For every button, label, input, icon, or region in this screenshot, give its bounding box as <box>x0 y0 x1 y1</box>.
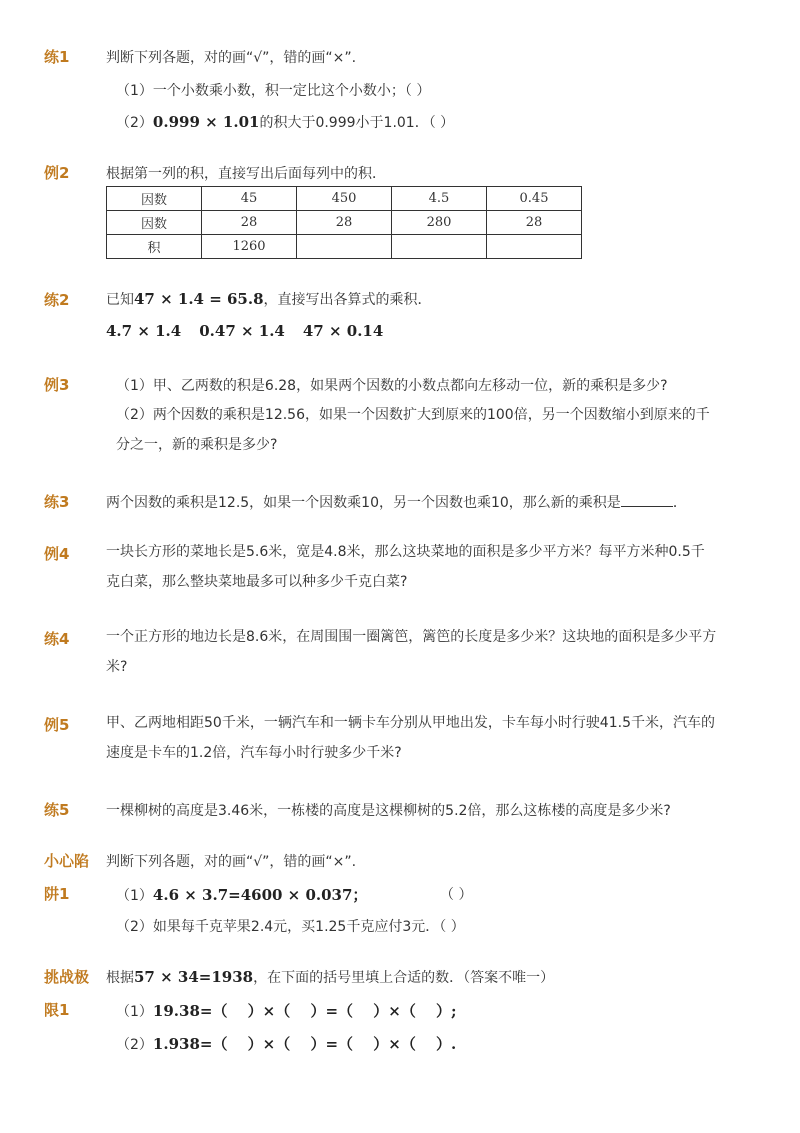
li5-text: 甲、乙两地相距50千米，一辆汽车和一辆卡车分别从甲地出发，卡车每小时行驶41.5千米，汽车的速度是卡车的1.2倍，汽车每小时行驶多少千米? <box>106 715 715 761</box>
tiaozhan-q2-number: （2） <box>116 1037 153 1053</box>
xianjing-q1-paren: （ ） <box>440 887 473 903</box>
lian2-prompt-math: 47 × 1.4 = 65.8 <box>134 290 264 308</box>
table-row <box>107 187 582 211</box>
lian4-text: 一个正方形的地边长是8.6米，在周围围一圈篱笆，篱笆的长度是多少米？这块地的面积是多少平方米? <box>106 629 717 675</box>
tiaozhan-prompt-post: ，在下面的括号里填上合适的数．（答案不唯一） <box>253 970 555 986</box>
answer-blank[interactable] <box>621 492 673 507</box>
lian1-q2-number: （2） <box>116 115 153 131</box>
lian2-expr: 0.47 × 1.4 <box>199 322 285 340</box>
lian3-question: 两个因数的乘积是12.5，如果一个因数乘10，另一个因数也乘10，那么新的乘积是 <box>106 495 621 511</box>
label-li3: 例3 <box>44 376 70 394</box>
label-xianjing-line2: 阱1 <box>44 885 70 903</box>
label-lian3: 练3 <box>44 493 70 511</box>
factor-product-table <box>106 186 582 259</box>
table-cell: 因数 <box>107 211 202 235</box>
table-cell: 0.45 <box>487 187 582 211</box>
lian2-expr: 4.7 × 1.4 <box>106 322 182 340</box>
label-tiaozhan-line1: 挑战极 <box>44 968 90 986</box>
lian3-text <box>106 492 726 512</box>
table-cell: 1260 <box>202 235 297 259</box>
li3-question-2: （2）两个因数的乘积是12.56，如果一个因数扩大到原来的100倍，另一个因数缩小到原来的千分之一，新的乘积是多少? <box>116 407 710 453</box>
label-lian1: 练1 <box>44 48 70 66</box>
lian2-prompt <box>106 289 726 309</box>
label-lian4: 练4 <box>44 630 70 648</box>
xianjing-question-2: （2）如果每千克苹果2.4元，买1.25千克应付3元．（ ） <box>116 919 465 935</box>
xianjing-prompt: 判断下列各题，对的画“√”，错的画“×”. <box>106 854 357 870</box>
table-cell-blank[interactable] <box>392 235 487 259</box>
tiaozhan-prompt-math: 57 × 34=1938 <box>134 968 254 986</box>
xianjing-q1-number: （1） <box>116 888 153 904</box>
tiaozhan-question-1 <box>116 1000 736 1021</box>
table-cell: 4.5 <box>392 187 487 211</box>
lian5-text: 一棵柳树的高度是3.46米，一栋楼的高度是这棵柳树的5.2倍，那么这栋楼的高度是多少米? <box>106 803 671 819</box>
tiaozhan-q2-math: 1.938=（ ）×（ ）=（ ）×（ ）. <box>152 1035 457 1053</box>
table-row <box>107 211 582 235</box>
li2-prompt: 根据第一列的积，直接写出后面每列中的积． <box>106 166 386 182</box>
tiaozhan-q1-number: （1） <box>116 1004 153 1020</box>
tiaozhan-q1-math: 19.38=（ ）×（ ）=（ ）×（ ）; <box>152 1002 457 1020</box>
table-cell-blank[interactable] <box>297 235 392 259</box>
label-li5: 例5 <box>44 716 70 734</box>
lian1-prompt: 判断下列各题，对的画“√”，错的画“×”. <box>106 50 357 66</box>
table-cell: 28 <box>202 211 297 235</box>
label-li2: 例2 <box>44 164 70 182</box>
table-cell-blank[interactable] <box>487 235 582 259</box>
lian2-expressions <box>106 322 726 340</box>
lian1-q2-text: 的积大于0.999小于1.01．（ ） <box>259 115 455 131</box>
lian2-prompt-pre: 已知 <box>106 292 134 308</box>
table-cell: 28 <box>487 211 582 235</box>
lian1-question-2 <box>116 112 736 132</box>
table-cell: 45 <box>202 187 297 211</box>
lian3-end: ． <box>672 495 687 511</box>
lian1-question-1: （1）一个小数乘小数，积一定比这个小数小；（ ） <box>116 83 431 99</box>
tiaozhan-prompt-pre: 根据 <box>106 970 134 986</box>
label-lian2: 练2 <box>44 291 70 309</box>
table-row <box>107 235 582 259</box>
lian1-q2-math: 0.999 × 1.01 <box>152 113 260 131</box>
table-cell: 450 <box>297 187 392 211</box>
label-lian5: 练5 <box>44 801 70 819</box>
table-cell: 积 <box>107 235 202 259</box>
xianjing-question-1 <box>116 884 736 905</box>
xianjing-q1-math: 4.6 × 3.7=4600 × 0.037； <box>152 886 368 904</box>
tiaozhan-prompt <box>106 967 726 987</box>
lian2-prompt-post: ，直接写出各算式的乘积． <box>263 292 432 308</box>
lian2-expr: 47 × 0.14 <box>302 322 384 340</box>
li4-text: 一块长方形的菜地长是5.6米，宽是4.8米，那么这块菜地的面积是多少平方米？每平方米种0.5千克白菜，那么整块菜地最多可以种多少千克白菜? <box>106 544 705 590</box>
li3-question-1: （1）甲、乙两数的积是6.28，如果两个因数的小数点都向左移动一位，新的乘积是多少? <box>116 378 668 394</box>
tiaozhan-question-2 <box>116 1033 736 1054</box>
table-cell: 因数 <box>107 187 202 211</box>
table-cell: 280 <box>392 211 487 235</box>
label-tiaozhan-line2: 限1 <box>44 1001 70 1019</box>
label-li4: 例4 <box>44 545 70 563</box>
table-cell: 28 <box>297 211 392 235</box>
label-xianjing-line1: 小心陷 <box>44 852 90 870</box>
